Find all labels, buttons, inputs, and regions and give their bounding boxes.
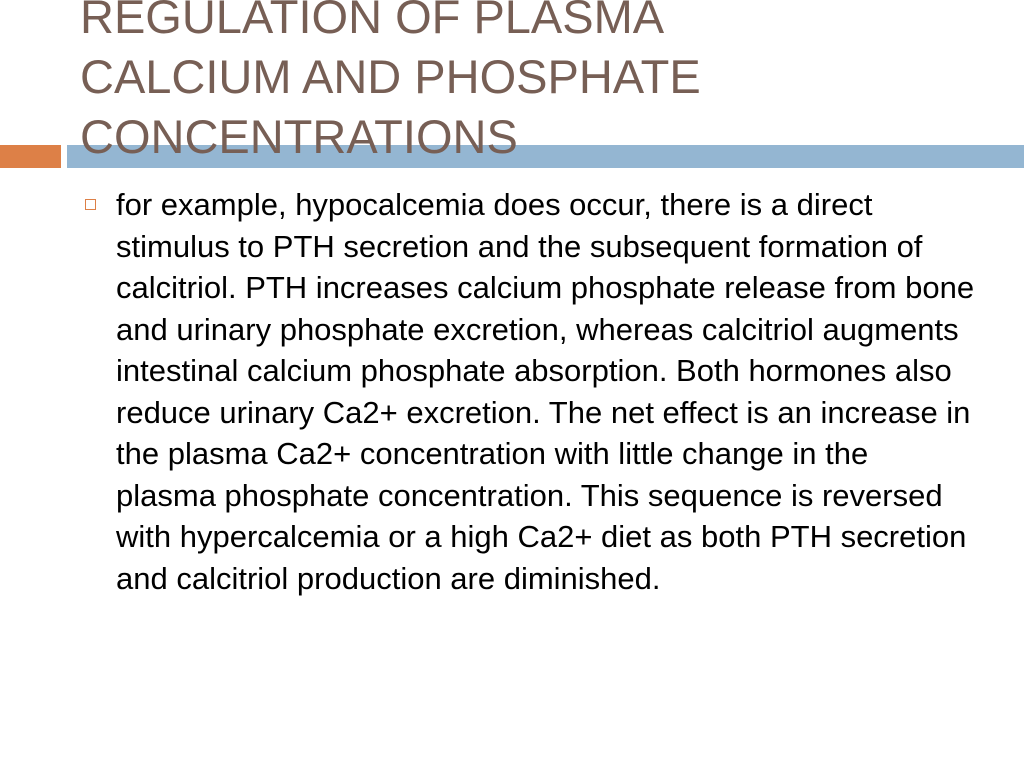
slide-title-line-3: CONCENTRATIONS [80,110,518,163]
slide-title-line-2: CALCIUM AND PHOSPHATE [80,50,701,103]
slide-body [80,184,980,599]
slide-title-line-1: REGULATION OF PLASMA [80,0,665,43]
accent-bar-orange [0,145,61,168]
hollow-square-bullet-icon [85,199,96,210]
bullet-item [80,184,980,599]
slide-title [80,0,1000,167]
bullet-text: for example, hypocalcemia does occur, there is a direct stimulus to PTH secretion and the subsequent formation of calcitriol. PTH increases calcium phosphate release from bone and urinary phosphate excretion, whereas calcitriol augments intestinal calcium phosphate absorption. Both hormones also reduce urinary Ca2+ excretion. The net effect is an increase in the plasma Ca2+ concentration with little change in the plasma phosphate concentration. This sequence is reversed with hypercalcemia or a high Ca2+ diet as both PTH secretion and calcitriol production are diminished. [116,187,975,596]
